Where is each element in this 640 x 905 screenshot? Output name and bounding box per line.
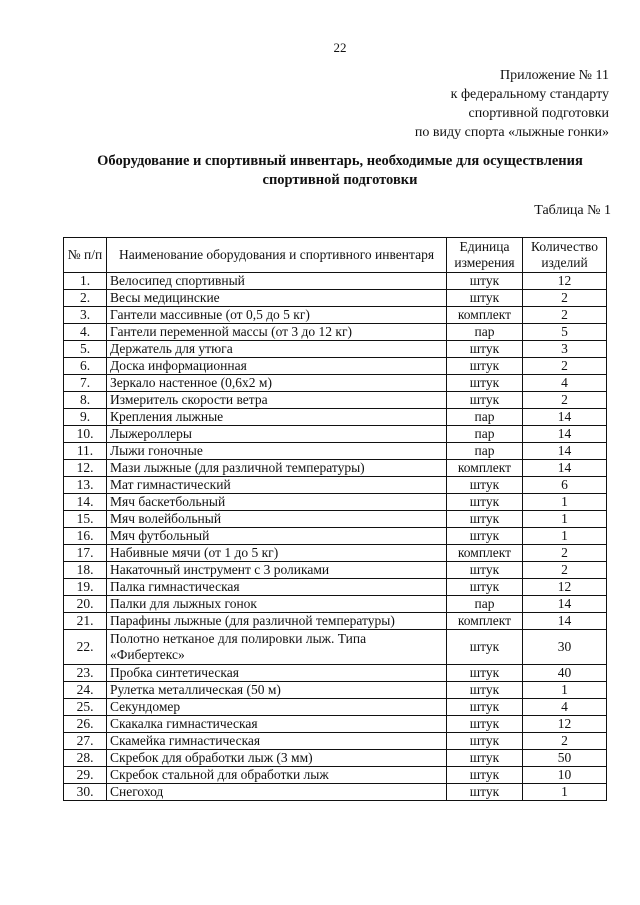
row-number: 5. [64, 341, 107, 358]
row-quantity: 14 [523, 443, 607, 460]
row-name: Пробка синтетическая [107, 665, 447, 682]
row-name: Мази лыжные (для различной температуры) [107, 460, 447, 477]
table-row [64, 699, 607, 716]
appendix-line-3: спортивной подготовки [468, 106, 609, 121]
table-row [64, 528, 607, 545]
document-title-line-2: спортивной подготовки [262, 172, 418, 188]
row-unit: пар [447, 596, 523, 613]
row-unit: штук [447, 665, 523, 682]
table-row [64, 273, 607, 290]
row-number: 26. [64, 716, 107, 733]
table-row [64, 733, 607, 750]
row-unit: штук [447, 784, 523, 801]
row-quantity: 2 [523, 358, 607, 375]
document-title-line-1: Оборудование и спортивный инвентарь, необходимые для осуществления [97, 153, 583, 169]
row-unit: штук [447, 699, 523, 716]
row-name: Доска информационная [107, 358, 447, 375]
table-row [64, 716, 607, 733]
row-number: 19. [64, 579, 107, 596]
row-name: Велосипед спортивный [107, 273, 447, 290]
row-unit: штук [447, 375, 523, 392]
row-quantity: 1 [523, 494, 607, 511]
appendix-line-1: Приложение № 11 [500, 68, 609, 83]
table-row [64, 579, 607, 596]
table-body [64, 273, 607, 801]
row-name: Скакалка гимнастическая [107, 716, 447, 733]
row-name: Гантели массивные (от 0,5 до 5 кг) [107, 307, 447, 324]
row-number: 15. [64, 511, 107, 528]
row-number: 11. [64, 443, 107, 460]
table-row [64, 341, 607, 358]
row-name: Лыжи гоночные [107, 443, 447, 460]
row-quantity: 2 [523, 307, 607, 324]
row-quantity: 12 [523, 579, 607, 596]
row-unit: штук [447, 682, 523, 699]
table-row [64, 307, 607, 324]
appendix-note [415, 66, 609, 142]
row-quantity: 2 [523, 562, 607, 579]
row-name: Снегоход [107, 784, 447, 801]
row-quantity: 4 [523, 375, 607, 392]
header-unit: Единица измерения [447, 238, 523, 273]
row-name: Парафины лыжные (для различной температуры) [107, 613, 447, 630]
row-number: 7. [64, 375, 107, 392]
table-row [64, 443, 607, 460]
table-row [64, 630, 607, 665]
row-unit: штук [447, 630, 523, 665]
header-num: № п/п [64, 238, 107, 273]
table-row [64, 562, 607, 579]
table-row [64, 460, 607, 477]
row-number: 3. [64, 307, 107, 324]
row-number: 10. [64, 426, 107, 443]
table-label: Таблица № 1 [534, 203, 611, 218]
row-name: Мяч баскетбольный [107, 494, 447, 511]
table-row [64, 477, 607, 494]
row-number: 20. [64, 596, 107, 613]
appendix-line-2: к федеральному стандарту [450, 87, 609, 102]
row-number: 8. [64, 392, 107, 409]
row-quantity: 1 [523, 511, 607, 528]
row-number: 22. [64, 630, 107, 665]
row-number: 12. [64, 460, 107, 477]
row-name: Накаточный инструмент с 3 роликами [107, 562, 447, 579]
row-quantity: 14 [523, 613, 607, 630]
row-number: 4. [64, 324, 107, 341]
table-row [64, 375, 607, 392]
row-unit: штук [447, 767, 523, 784]
table-row [64, 613, 607, 630]
row-name: Палки для лыжных гонок [107, 596, 447, 613]
row-number: 28. [64, 750, 107, 767]
row-quantity: 12 [523, 716, 607, 733]
table-row [64, 494, 607, 511]
row-name: Мяч волейбольный [107, 511, 447, 528]
row-unit: штук [447, 494, 523, 511]
row-unit: штук [447, 392, 523, 409]
row-quantity: 2 [523, 290, 607, 307]
row-name: Весы медицинские [107, 290, 447, 307]
row-unit: штук [447, 290, 523, 307]
row-quantity: 3 [523, 341, 607, 358]
row-quantity: 14 [523, 460, 607, 477]
row-quantity: 14 [523, 426, 607, 443]
table-row [64, 392, 607, 409]
row-unit: пар [447, 426, 523, 443]
row-quantity: 40 [523, 665, 607, 682]
table-row [64, 784, 607, 801]
row-name: Рулетка металлическая (50 м) [107, 682, 447, 699]
table-row [64, 290, 607, 307]
row-number: 18. [64, 562, 107, 579]
row-quantity: 1 [523, 682, 607, 699]
row-unit: комплект [447, 460, 523, 477]
row-number: 30. [64, 784, 107, 801]
table-row [64, 409, 607, 426]
row-unit: штук [447, 750, 523, 767]
row-quantity: 5 [523, 324, 607, 341]
row-name: Зеркало настенное (0,6х2 м) [107, 375, 447, 392]
row-unit: штук [447, 477, 523, 494]
row-name: Крепления лыжные [107, 409, 447, 426]
row-unit: пар [447, 409, 523, 426]
row-unit: штук [447, 733, 523, 750]
row-unit: комплект [447, 307, 523, 324]
table-row [64, 545, 607, 562]
row-unit: штук [447, 341, 523, 358]
page-number: 22 [333, 40, 347, 55]
row-name: Скребок для обработки лыж (3 мм) [107, 750, 447, 767]
row-quantity: 30 [523, 630, 607, 665]
row-unit: штук [447, 511, 523, 528]
row-name: Гантели переменной массы (от 3 до 12 кг) [107, 324, 447, 341]
row-number: 21. [64, 613, 107, 630]
row-name: Скребок стальной для обработки лыж [107, 767, 447, 784]
row-name: Мяч футбольный [107, 528, 447, 545]
row-number: 25. [64, 699, 107, 716]
row-number: 13. [64, 477, 107, 494]
row-quantity: 6 [523, 477, 607, 494]
table-row [64, 767, 607, 784]
row-number: 6. [64, 358, 107, 375]
row-number: 17. [64, 545, 107, 562]
row-unit: штук [447, 528, 523, 545]
row-quantity: 1 [523, 784, 607, 801]
row-name: Скамейка гимнастическая [107, 733, 447, 750]
row-quantity: 12 [523, 273, 607, 290]
row-number: 2. [64, 290, 107, 307]
row-quantity: 14 [523, 409, 607, 426]
row-unit: штук [447, 358, 523, 375]
row-number: 29. [64, 767, 107, 784]
row-name: Набивные мячи (от 1 до 5 кг) [107, 545, 447, 562]
row-unit: пар [447, 443, 523, 460]
row-number: 24. [64, 682, 107, 699]
table-row [64, 596, 607, 613]
row-number: 9. [64, 409, 107, 426]
row-number: 1. [64, 273, 107, 290]
row-unit: штук [447, 562, 523, 579]
row-name: Измеритель скорости ветра [107, 392, 447, 409]
row-quantity: 2 [523, 392, 607, 409]
row-number: 16. [64, 528, 107, 545]
table-row [64, 682, 607, 699]
row-quantity: 50 [523, 750, 607, 767]
appendix-line-4: по виду спорта «лыжные гонки» [414, 125, 609, 140]
row-name: Секундомер [107, 699, 447, 716]
row-unit: штук [447, 716, 523, 733]
row-quantity: 10 [523, 767, 607, 784]
row-unit: комплект [447, 545, 523, 562]
row-quantity: 2 [523, 733, 607, 750]
table-row [64, 750, 607, 767]
table-row [64, 358, 607, 375]
row-quantity: 14 [523, 596, 607, 613]
row-unit: штук [447, 273, 523, 290]
equipment-table [63, 237, 607, 801]
table-row [64, 511, 607, 528]
row-quantity: 2 [523, 545, 607, 562]
table-row [64, 426, 607, 443]
row-quantity: 4 [523, 699, 607, 716]
header-name: Наименование оборудования и спортивного инвентаря [107, 238, 447, 273]
row-name: Держатель для утюга [107, 341, 447, 358]
row-unit: штук [447, 579, 523, 596]
header-qty: Количество изделий [523, 238, 607, 273]
row-number: 14. [64, 494, 107, 511]
row-quantity: 1 [523, 528, 607, 545]
row-name: Полотно нетканое для полировки лыж. Типа «Фибертекс» [107, 630, 447, 665]
row-name: Лыжероллеры [107, 426, 447, 443]
row-unit: пар [447, 324, 523, 341]
row-name: Палка гимнастическая [107, 579, 447, 596]
row-number: 23. [64, 665, 107, 682]
row-unit: комплект [447, 613, 523, 630]
table-header-row [64, 238, 607, 273]
table-row [64, 665, 607, 682]
row-name: Мат гимнастический [107, 477, 447, 494]
row-number: 27. [64, 733, 107, 750]
table-row [64, 324, 607, 341]
document-title [40, 152, 640, 190]
